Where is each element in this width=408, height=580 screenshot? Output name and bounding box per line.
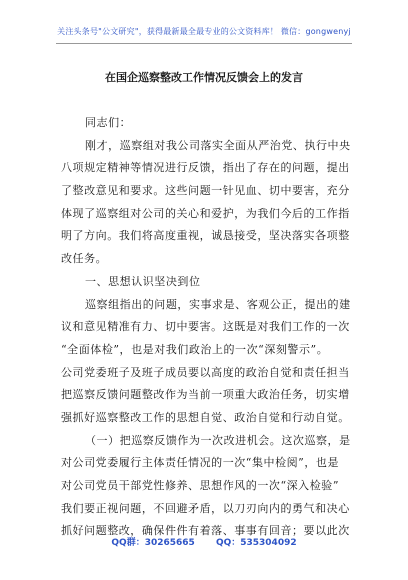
- body-line: 体现了巡察组对公司的关心和爱护，为我们今后的工作指: [61, 206, 350, 220]
- body-line: 刚才，巡察组对我公司落实全面从严治党、执行中央: [85, 138, 351, 152]
- body-line: 了整改意见和要求。这些问题一针见血、切中要害，充分: [61, 184, 350, 198]
- body-line: 巡察组指出的问题，实事求是、客观公正，提出的建: [85, 297, 351, 311]
- footer-qq-group: QQ群：30265665: [111, 538, 195, 548]
- footer-contacts: [0, 535, 408, 548]
- body-line: 对公司党员干部党性修养、思想作风的一次“深入检验”: [61, 479, 339, 492]
- body-line: 改任务。: [61, 252, 108, 266]
- body-line: 抓好问题整改，确保件件有着落、事事有回音；要以此次: [61, 524, 350, 538]
- footer-qq: QQ：535304092: [215, 538, 297, 548]
- header-divider: [56, 43, 352, 44]
- body-line: 我们要正视问题，不回避矛盾，以刀刃向内的勇气和决心: [61, 501, 350, 515]
- body-line: “全面体检”，也是对我们政治上的一次“深刻警示”。: [61, 342, 329, 356]
- body-line: （一）把巡察反馈作为一次改进机会。这次巡察，是: [85, 433, 351, 447]
- document-title: 在国企巡察整改工作情况反馈会上的发言: [105, 71, 303, 84]
- section-heading: 一、思想认识坚决到位: [85, 274, 201, 288]
- body-line: 对公司党委履行主体责任情况的一次“集中检阅”，也是: [61, 456, 339, 470]
- body-line: 公司党委班子及班子成员要以高度的政治自觉和责任担当: [61, 365, 350, 379]
- body-line: 议和意见精准有力、切中要害。这既是对我们工作的一次: [61, 320, 350, 334]
- body-line: 八项规定精神等情况进行反馈，指出了存在的问题，提出: [61, 161, 350, 175]
- body-line: 同志们：: [85, 116, 132, 129]
- body-line: 把巡察反馈问题整改作为当前一项重大政治任务，切实增: [61, 388, 350, 402]
- body-line: 明了方向。我们将高度重视，诚恳接受，坚决落实各项整: [61, 229, 350, 243]
- document-body: [61, 112, 351, 543]
- body-line: 强抓好巡察整改工作的思想自觉、政治自觉和行动自觉。: [61, 410, 350, 424]
- header-note: 关注头条号"公文研究"，获得最新最全最专业的公文资料库！ 微信：gongwenyj: [57, 27, 351, 36]
